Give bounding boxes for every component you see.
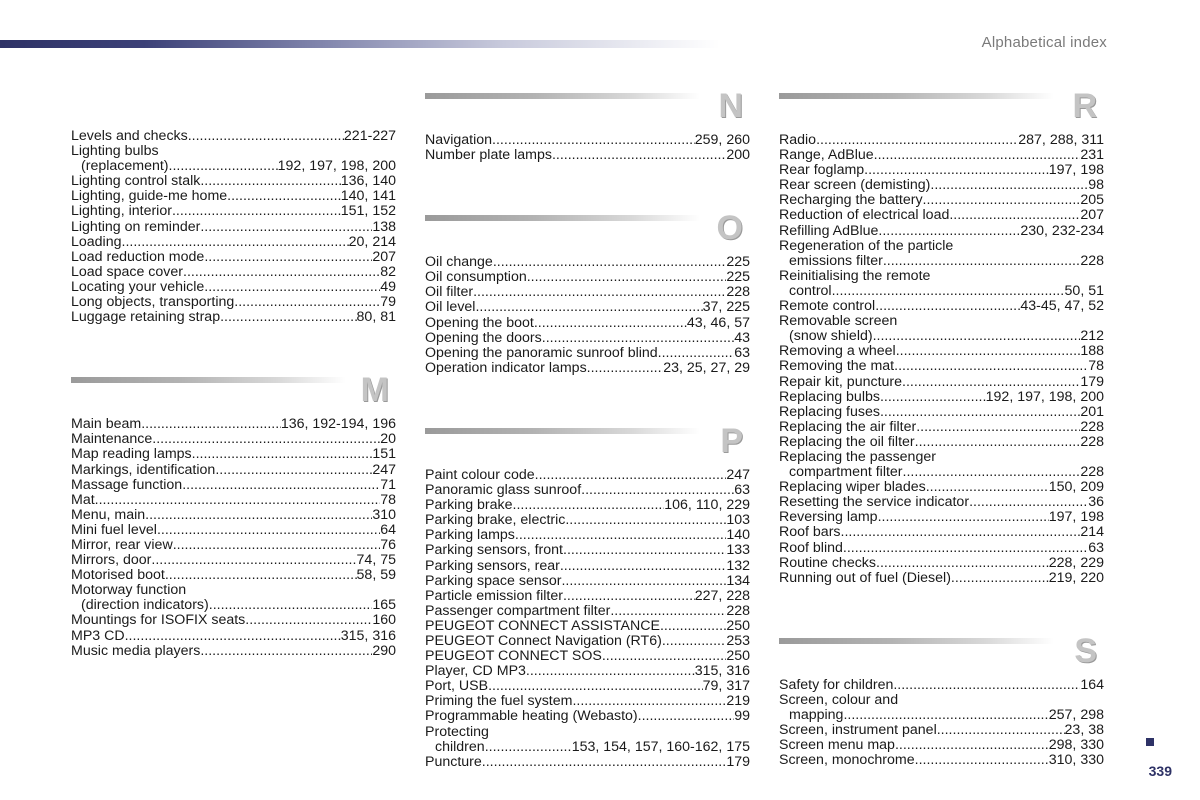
section-letter-o-header [425,209,750,249]
index-section-l [71,129,396,325]
index-entry: Lighting, guide-me home ..... 140, 141 [71,189,396,204]
index-entry: Navigation ..... 259, 260 [425,133,750,148]
index-column-1 [71,129,396,659]
index-entry: Levels and checks ..... 221-227 [71,129,396,144]
index-entry: PEUGEOT CONNECT ASSISTANCE ..... 250 [425,619,750,634]
index-entry: Refilling AdBlue ..... 230, 232-234 [779,224,1104,239]
section-letter-m: M [360,371,389,410]
index-entry: Markings, identification ..... 247 [71,463,396,478]
index-entry: Reinitialising the remote [779,267,931,284]
index-entry: Lighting bulbs [71,143,159,160]
index-entry: Locating your vehicle ..... 49 [71,280,396,295]
section-divider-bar [779,638,1054,644]
section-divider-bar [425,215,700,221]
index-entry: (direction indicators) ..... 165 [71,598,396,613]
index-entry: Massage function ..... 71 [71,478,396,493]
index-entry: Operation indicator lamps ..... 23, 25, 27, 29 [425,361,750,376]
index-entry: Screen menu map ..... 298, 330 [779,738,1104,753]
index-entry: Music media players ..... 290 [71,644,396,659]
index-column-3 [779,87,1104,768]
index-entry: Player, CD MP3 ..... 315, 316 [425,664,750,679]
index-entry: Mini fuel level ..... 64 [71,523,396,538]
index-entry: Panoramic glass sunroof ..... 63 [425,483,750,498]
index-entry: Oil change ..... 225 [425,255,750,270]
index-entry: Protecting [425,723,489,740]
index-entry: Parking sensors, front ..... 133 [425,543,750,558]
index-entry: Routine checks ..... 228, 229 [779,556,1104,571]
index-entry: Oil consumption ..... 225 [425,270,750,285]
index-entry: Port, USB ..... 79, 317 [425,679,750,694]
index-entry: Lighting control stalk ..... 136, 140 [71,174,396,189]
section-spacer [71,325,396,371]
index-entry: Oil filter ..... 228 [425,285,750,300]
index-column-2 [425,87,750,770]
section-letter-r-header [779,87,1104,127]
index-entry: Motorised boot ..... 58, 59 [71,568,396,583]
index-entry: Repair kit, puncture ..... 179 [779,375,1104,390]
index-entry: PEUGEOT CONNECT SOS ..... 250 [425,649,750,664]
index-entry: Replacing fuses ..... 201 [779,405,1104,420]
section-letter-p-header [425,422,750,462]
index-entry: Opening the doors ..... 43 [425,331,750,346]
index-section-s [779,678,1104,769]
section-divider-bar [425,428,700,434]
section-letter-s: S [1074,631,1097,670]
index-entry: Lighting, interior ..... 151, 152 [71,204,396,219]
index-entry: Passenger compartment filter ..... 228 [425,604,750,619]
index-entry: Mirrors, door ..... 74, 75 [71,553,396,568]
index-entry: Maintenance ..... 20 [71,432,396,447]
index-section-m [71,417,396,659]
index-entry: Opening the boot ..... 43, 46, 57 [425,316,750,331]
index-entry: (snow shield) ..... 212 [779,329,1104,344]
header-decorative-bar [0,40,720,48]
section-divider-bar [779,93,1054,99]
index-entry: PEUGEOT Connect Navigation (RT6) ..... 253 [425,634,750,649]
index-entry: Parking brake ..... 106, 110, 229 [425,498,750,513]
index-entry: Roof blind ..... 63 [779,541,1104,556]
index-entry: Priming the fuel system ..... 219 [425,694,750,709]
index-entry: Menu, main ..... 310 [71,508,396,523]
index-entry: Regeneration of the particle [779,237,954,254]
index-entry: Loading ..... 20, 214 [71,235,396,250]
index-entry: Parking space sensor ..... 134 [425,574,750,589]
index-entry: mapping ..... 257, 298 [779,708,1104,723]
index-entry: Parking sensors, rear ..... 132 [425,559,750,574]
section-letter-s-header [779,632,1104,672]
index-entry: emissions filter ..... 228 [779,254,1104,269]
index-entry: Rear foglamp ..... 197, 198 [779,163,1104,178]
page-marker-square [1146,738,1154,746]
index-entry: Removable screen [779,313,898,330]
index-entry: Replacing the air filter ..... 228 [779,420,1104,435]
index-entry: Remote control ..... 43-45, 47, 52 [779,299,1104,314]
index-entry: Paint colour code ..... 247 [425,468,750,483]
index-entry: Rear screen (demisting) ..... 98 [779,178,1104,193]
index-entry: Screen, monochrome ..... 310, 330 [779,753,1104,768]
section-letter-r: R [1072,87,1097,125]
index-entry: Roof bars ..... 214 [779,525,1104,540]
index-entry: control ..... 50, 51 [779,284,1104,299]
index-entry: Load reduction mode ..... 207 [71,250,396,265]
index-entry: Parking brake, electric ..... 103 [425,513,750,528]
index-entry: Mat ..... 78 [71,493,396,508]
section-divider-bar [71,377,346,383]
index-entry: Opening the panoramic sunroof blind ..... 63 [425,346,750,361]
index-entry: Luggage retaining strap ..... 80, 81 [71,310,396,325]
index-entry: Long objects, transporting ..... 79 [71,295,396,310]
index-entry: Particle emission filter ..... 227, 228 [425,589,750,604]
section-spacer [425,163,750,209]
index-entry: Replacing wiper blades ..... 150, 209 [779,480,1104,495]
index-entry: compartment filter ..... 228 [779,465,1104,480]
index-entry: Running out of fuel (Diesel) ..... 219, 220 [779,571,1104,586]
index-entry: Range, AdBlue ..... 231 [779,148,1104,163]
index-entry: (replacement) ..... 192, 197, 198, 200 [71,159,396,174]
index-entry: Reduction of electrical load ..... 207 [779,208,1104,223]
index-entry: Replacing the passenger [779,448,936,465]
index-section-n [425,133,750,163]
index-entry: Radio ..... 287, 288, 311 [779,133,1104,148]
section-letter-m-header [71,371,396,411]
index-entry: Puncture ..... 179 [425,755,750,770]
index-entry: MP3 CD ..... 315, 316 [71,629,396,644]
index-entry: Map reading lamps ..... 151 [71,447,396,462]
section-letter-o: O [716,209,743,248]
index-entry: Programmable heating (Webasto) ..... 99 [425,709,750,724]
index-entry: Screen, instrument panel ..... 23, 38 [779,723,1104,738]
index-entry: Safety for children ..... 164 [779,678,1104,693]
index-entry: Replacing the oil filter ..... 228 [779,435,1104,450]
page-number: 339 [1148,763,1172,779]
index-entry: Number plate lamps ..... 200 [425,148,750,163]
index-entry: Recharging the battery ..... 205 [779,193,1104,208]
index-section-o [425,255,750,376]
index-section-r [779,133,1104,586]
index-entry: Load space cover ..... 82 [71,265,396,280]
index-entry: Removing the mat ..... 78 [779,359,1104,374]
section-spacer [779,586,1104,632]
index-entry: Lighting on reminder ..... 138 [71,220,396,235]
index-entry: Reversing lamp ..... 197, 198 [779,510,1104,525]
index-entry: Screen, colour and [779,691,899,708]
index-entry: Mountings for ISOFIX seats ..... 160 [71,613,396,628]
index-entry: Main beam ..... 136, 192-194, 196 [71,417,396,432]
section-spacer [425,376,750,422]
index-entry: Removing a wheel ..... 188 [779,344,1104,359]
section-letter-n: N [718,87,743,125]
index-section-p [425,468,750,770]
index-entry: Resetting the service indicator ..... 36 [779,495,1104,510]
index-entry: Motorway function [71,582,187,599]
index-entry: Replacing bulbs ..... 192, 197, 198, 200 [779,390,1104,405]
index-entry: Parking lamps ..... 140 [425,528,750,543]
section-letter-p: P [720,421,743,460]
index-entry: Mirror, rear view ..... 76 [71,538,396,553]
section-divider-bar [425,93,700,99]
index-entry: children ..... 153, 154, 157, 160-162, 175 [425,740,750,755]
page-header-title: Alphabetical index [981,34,1107,51]
index-entry: Oil level ..... 37, 225 [425,300,750,315]
section-letter-n-header [425,87,750,127]
